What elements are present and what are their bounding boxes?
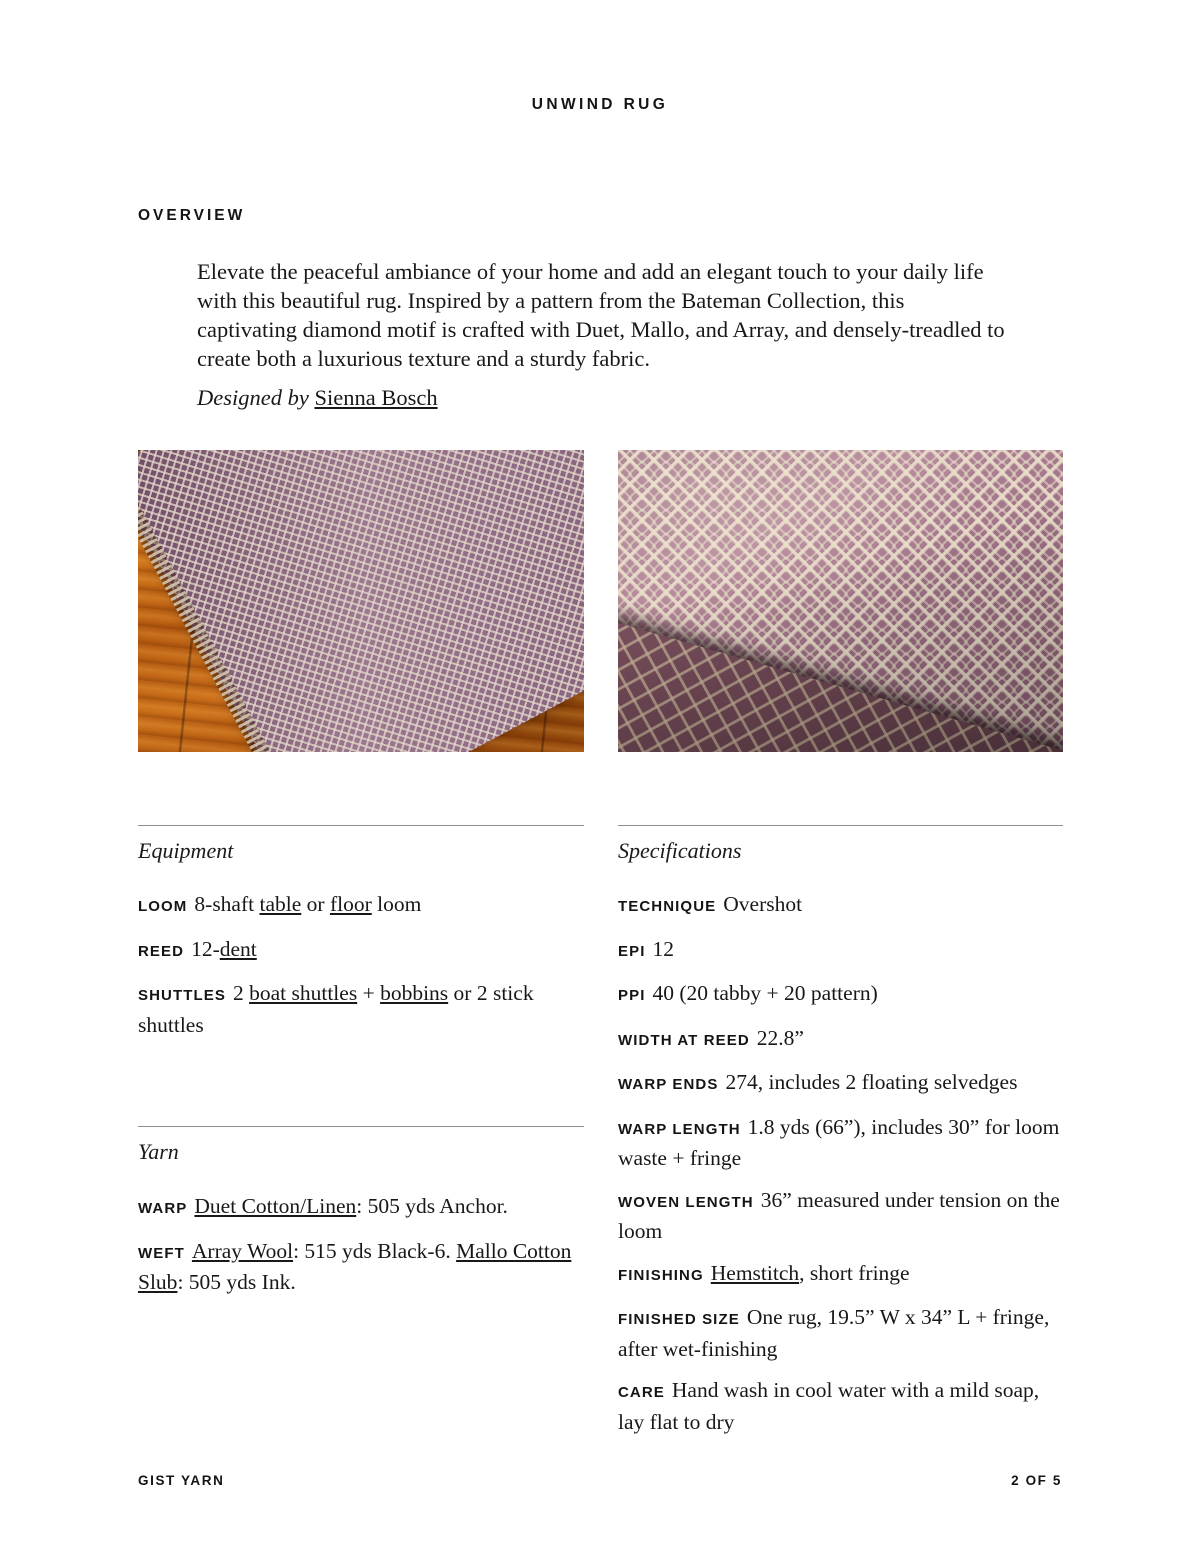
spec-row-value: : 515 yds Black-6.: [293, 1238, 457, 1263]
weave-lighting-overlay: [618, 450, 1063, 752]
spec-row: [138, 935, 590, 967]
spec-row: [138, 890, 590, 922]
designed-by-label: Designed by: [197, 385, 309, 410]
spec-row: [618, 890, 1070, 922]
designer-name-link[interactable]: Sienna Bosch: [314, 385, 438, 410]
spec-row-label: WOVEN LENGTH: [618, 1193, 754, 1211]
spec-row: [618, 1113, 1070, 1173]
spec-row-value: 36” measured under tension on the loom: [618, 1187, 1060, 1243]
spec-row-label: WARP LENGTH: [618, 1120, 741, 1138]
overview-body-text: Elevate the peaceful ambiance of your home and add an elegant touch to your daily life with this beautiful rug. Inspired by a pattern from the Bateman Collection, this captivating diamond motif is crafted with Duet, Mallo, and Array, and densely-treadled to create both a luxurious texture and a sturdy fabric.: [197, 259, 1005, 371]
spec-row-value: 1.8 yds (66”), includes 30” for loom waste + fringe: [618, 1114, 1060, 1170]
spec-row: [618, 1376, 1070, 1436]
spec-row-label: PPI: [618, 987, 646, 1004]
spec-row: [618, 1186, 1070, 1246]
photo-rug-on-wood-floor: [138, 450, 584, 752]
spec-row-label: WARP ENDS: [618, 1076, 719, 1093]
spec-row-label: LOOM: [138, 898, 188, 915]
spec-row-label: SHUTTLES: [138, 987, 226, 1004]
document-title: UNWIND RUG: [531, 96, 669, 113]
spec-row-label: CARE: [618, 1384, 665, 1401]
yarn-section-title: Yarn: [138, 1139, 179, 1164]
spec-row-link[interactable]: Array Wool: [191, 1238, 294, 1263]
spec-row-value: 274, includes 2 floating selvedges: [725, 1070, 1018, 1094]
yarn-divider: [138, 1126, 584, 1127]
photo-right-content: [618, 450, 1063, 752]
spec-row: [138, 979, 590, 1039]
spec-row-link[interactable]: dent: [219, 936, 257, 961]
equipment-list: [138, 890, 590, 1039]
spec-row-value: : 505 yds Ink.: [177, 1270, 296, 1294]
spec-row-label: FINISHING: [618, 1266, 704, 1284]
spec-row-value: 2: [232, 981, 250, 1005]
specifications-divider: [618, 825, 1063, 826]
spec-row-value: , short fringe: [799, 1260, 910, 1285]
photo-left-content: [138, 450, 584, 752]
spec-row-label: FINISHED SIZE: [618, 1311, 740, 1328]
spec-row-value: 8-shaft: [194, 892, 260, 916]
equipment-section-title: Equipment: [138, 838, 234, 863]
spec-row-value: loom: [371, 892, 422, 916]
spec-row-link[interactable]: bobbins: [380, 981, 449, 1005]
photo-weave-closeup: [618, 450, 1063, 752]
spec-row-value: 12: [652, 936, 674, 961]
spec-row: [618, 935, 1070, 967]
spec-row-label: WARP: [138, 1200, 188, 1217]
equipment-divider: [138, 825, 584, 826]
spec-row-link[interactable]: Duet Cotton/Linen: [194, 1194, 357, 1218]
spec-row: [618, 1068, 1070, 1100]
spec-row-value: +: [357, 981, 381, 1005]
spec-row-link[interactable]: boat shuttles: [249, 981, 358, 1005]
spec-row-value: One rug, 19.5” W x 34” L + fringe, after wet-finishing: [618, 1305, 1050, 1361]
spec-row-link[interactable]: Hemstitch: [710, 1260, 800, 1285]
spec-row-label: REED: [138, 942, 185, 960]
spec-row-link[interactable]: floor: [329, 892, 372, 916]
spec-row-value: 22.8”: [756, 1025, 804, 1050]
spec-row: [618, 1024, 1070, 1056]
footer-brand: GIST YARN: [138, 1473, 225, 1488]
spec-row-value: or: [301, 892, 330, 916]
spec-row-label: TECHNIQUE: [618, 898, 717, 915]
spec-row: [618, 979, 1070, 1011]
designer-credit: [197, 383, 438, 412]
overview-heading: OVERVIEW: [138, 207, 246, 224]
spec-row-value: : 505 yds Anchor.: [356, 1194, 508, 1218]
spec-row-value: 40 (20 tabby + 20 pattern): [652, 981, 878, 1005]
spec-row-label: EPI: [618, 942, 646, 960]
spec-row: [138, 1192, 590, 1224]
specifications-list: [618, 890, 1070, 1436]
spec-row: [138, 1237, 590, 1297]
spec-row: [618, 1259, 1070, 1291]
spec-row-link[interactable]: Mallo Cotton Slub: [138, 1238, 572, 1294]
spec-row: [618, 1303, 1070, 1363]
yarn-list: [138, 1192, 590, 1297]
footer-page-number: 2 OF 5: [1011, 1473, 1062, 1488]
spec-row-label: WIDTH AT REED: [618, 1031, 750, 1049]
spec-row-value: or 2 stick shuttles: [138, 981, 534, 1037]
spec-row-link[interactable]: table: [259, 892, 302, 916]
spec-row-value: 12-: [191, 936, 220, 961]
spec-row-value: Hand wash in cool water with a mild soap, lay flat to dry: [618, 1378, 1040, 1434]
specifications-section-title: Specifications: [618, 838, 742, 863]
spec-row-label: WEFT: [138, 1244, 185, 1262]
spec-row-value: Overshot: [723, 892, 803, 916]
